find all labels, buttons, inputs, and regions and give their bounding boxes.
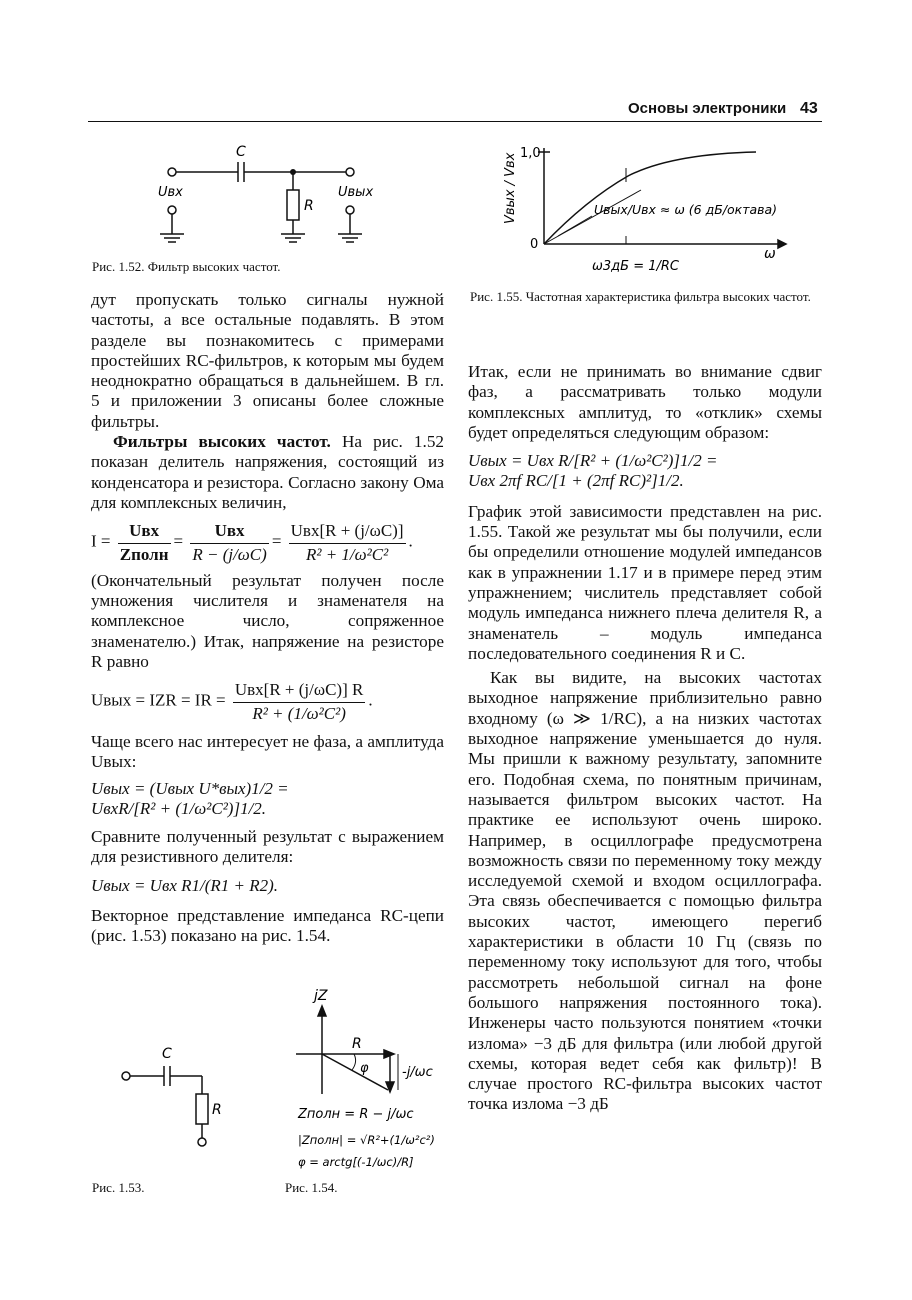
formula-current-den-2: R − (j/ωC) — [192, 544, 267, 564]
left-paragraph-1: дут пропускать только сигналы нужной частоты, а все остальные подавлять. В этом разделе вы познакомитесь с примерами простейших RC-фильтров, к которым мы будем неоднократно обращаться в дальнейшем. В гл. 5 и приложении 3 описаны более сложные фильтры. — [91, 290, 444, 431]
formula-current-num-2: Uвх — [190, 521, 268, 543]
figure-1-53-caption: Рис. 1.53. — [92, 1180, 145, 1195]
fig154-eq-magnitude: |Zполн| = √R²+(1/ω²c²) — [298, 1133, 435, 1147]
figure-1-55-caption: Рис. 1.55. Частотная характеристика фильтра высоких частот. — [470, 289, 811, 304]
figure-1-54-vector-diagram — [292, 986, 457, 1174]
formula-current-den-3: R² + 1/ω²C² — [305, 544, 389, 564]
fig152-label-out: Uвых — [338, 185, 374, 200]
right-paragraph-3: Как вы видите, на высоких частотах выходное напряжение приблизительно равно входному (ω ≫ 1/RC), а на низких частотах выходное напряжение уменьшается до нуля. Мы пришли к важному результату, запомните его. Подобная схема, по понятным причинам, называется фильтром высоких частот. На практике ее используют очень широко. Например, в осциллографе предусмотрена возможность связи по переменному току между исследуемой схемой и входом осциллографа. Эта связь обеспечивается с помощью фильтра высоких частот, имеющего перегиб характеристики в области 10 Гц (связь по переменному току используют для того, чтобы рассмотреть небольшой сигнал на фоне большого напряжения постоянного тока). Инженеры часто пользуются понятием «точки излома» −3 дБ для фильтра (или любой другой схемы, которая ведет себя как фильтр)! В случае простого RC-фильтра высоких частот точка излома −3 дБ — [468, 668, 822, 1114]
fig155-y-label: Vвых / Vвх — [503, 152, 518, 224]
formula-current-den-1: Zполн — [119, 544, 169, 564]
left-paragraph-6: Векторное представление импеданса RC-цепи (рис. 1.53) показано на рис. 1.54. — [91, 906, 444, 946]
formula-vout-complex: Uвых = IZR = IR = $\frac{\text{Uвх[R + (j/ωC)] R}}{\text{R² + (1/ω²C²)}}$ . — [91, 680, 373, 723]
formula-vout-num: Uвх[R + (j/ωC)] R — [233, 680, 365, 702]
formula-current-num-3: Uвх[R + (j/ωC)] — [289, 521, 406, 543]
right-column — [468, 362, 822, 1115]
fig155-y-top: 1,0 — [520, 146, 541, 161]
fig155-corner-frequency: ω3дБ = 1/RC — [592, 259, 679, 274]
left-paragraph-3: (Окончательный результат получен после умножения числителя и знаменателя на комплексное число, сопряженное знаменателю.) Итак, напряжение на резисторе R равно — [91, 570, 444, 672]
figure-1-55-graph — [496, 140, 808, 275]
right-paragraph-2: График этой зависимости представлен на рис. 1.55. Такой же результат мы бы получили, если бы определили отношение модулей импедансов как в упражнении 1.17 и в примере перед этим упражнением; числитель представляет собой модуль импеданса нижнего плеча делителя R, а знаменатель – модуль импеданса последовательного соединения R и C. — [468, 501, 822, 663]
page-number: 43 — [800, 100, 818, 117]
fig153-label-c: C — [162, 1046, 172, 1062]
figure-1-53-circuit — [112, 1040, 232, 1150]
formula-response-a: Uвых = Uвх R/[R² + (1/ω²C²)]1/2 = — [468, 451, 718, 471]
fig154-label-phi: φ — [360, 1061, 369, 1076]
left-column — [91, 290, 444, 947]
fig152-label-r: R — [304, 198, 314, 214]
fig154-axis-label: jZ — [314, 988, 328, 1004]
formula-amplitude-a: Uвых = (Uвых U*вых)1/2 = — [91, 778, 289, 798]
left-paragraph-2 — [91, 432, 444, 513]
fig152-label-c: C — [236, 144, 246, 160]
left-paragraph-5: Сравните полученный результат с выражением для резистивного делителя: — [91, 827, 444, 867]
header-rule — [88, 121, 822, 122]
fig154-eq-phase: φ = arctg[(-1/ωc)/R] — [298, 1155, 414, 1169]
right-paragraph-1: Итак, если не принимать во внимание сдвиг фаз, а рассматривать только модули комплексных амплитуд, то «отклик» схемы будет определяться следующим образом: — [468, 362, 822, 442]
formula-current: I = $\frac{\text{Uвх}}{\text{Zполн}}$ = $\frac{\text{Uвх}}{R - (j/\omega C)}$ = $\frac{\text{Uвх[R + (j/ωC)]}}{\text{R² + 1/ω²C²}}$ . — [91, 521, 413, 564]
formula-vout-den: R² + (1/ω²C²) — [252, 703, 346, 723]
fig154-label-r: R — [352, 1036, 362, 1052]
fig155-annotation: Uвых/Uвх ≈ ω (6 дБ/октава) — [594, 202, 778, 217]
fig153-label-r: R — [212, 1102, 222, 1118]
formula-response-b: Uвх 2πf RC/[1 + (2πf RC)²]1/2. — [468, 471, 684, 491]
figure-1-54-caption: Рис. 1.54. — [285, 1180, 338, 1195]
fig155-y-zero: 0 — [530, 237, 539, 252]
fig154-label-xc: -j/ωc — [402, 1065, 433, 1080]
running-header-title: Основы электроники — [628, 100, 787, 117]
left-paragraph-4: Чаще всего нас интересует не фаза, а амплитуда Uвых: — [91, 731, 444, 772]
formula-amplitude-b: UвхR/[R² + (1/ω²C²)]1/2. — [91, 798, 267, 818]
formula-resistive-divider: Uвых = Uвх R1/(R1 + R2). — [91, 875, 279, 895]
left-paragraph-2-text: На рис. 1.52 показан делитель напряжения, состоящий из конденсатора и резистора. Согласно закону Ома для комплексных величин, — [91, 432, 445, 512]
fig152-label-in: Uвх — [158, 185, 183, 200]
frequency-response-curve — [544, 152, 756, 244]
fig154-eq-impedance: Zполн = R − j/ωc — [298, 1107, 414, 1122]
fig155-x-label: ω — [764, 246, 776, 262]
formula-current-num-1: Uвх — [118, 521, 171, 543]
figure-1-52-circuit — [150, 138, 390, 250]
section-heading-hpf: Фильтры высоких частот. — [113, 432, 331, 452]
formula-current-lhs: I = — [91, 531, 111, 551]
formula-vout-lhs: Uвых = IZR = IR = — [91, 691, 226, 711]
figure-1-52-caption: Рис. 1.52. Фильтр высоких частот. — [92, 259, 281, 274]
